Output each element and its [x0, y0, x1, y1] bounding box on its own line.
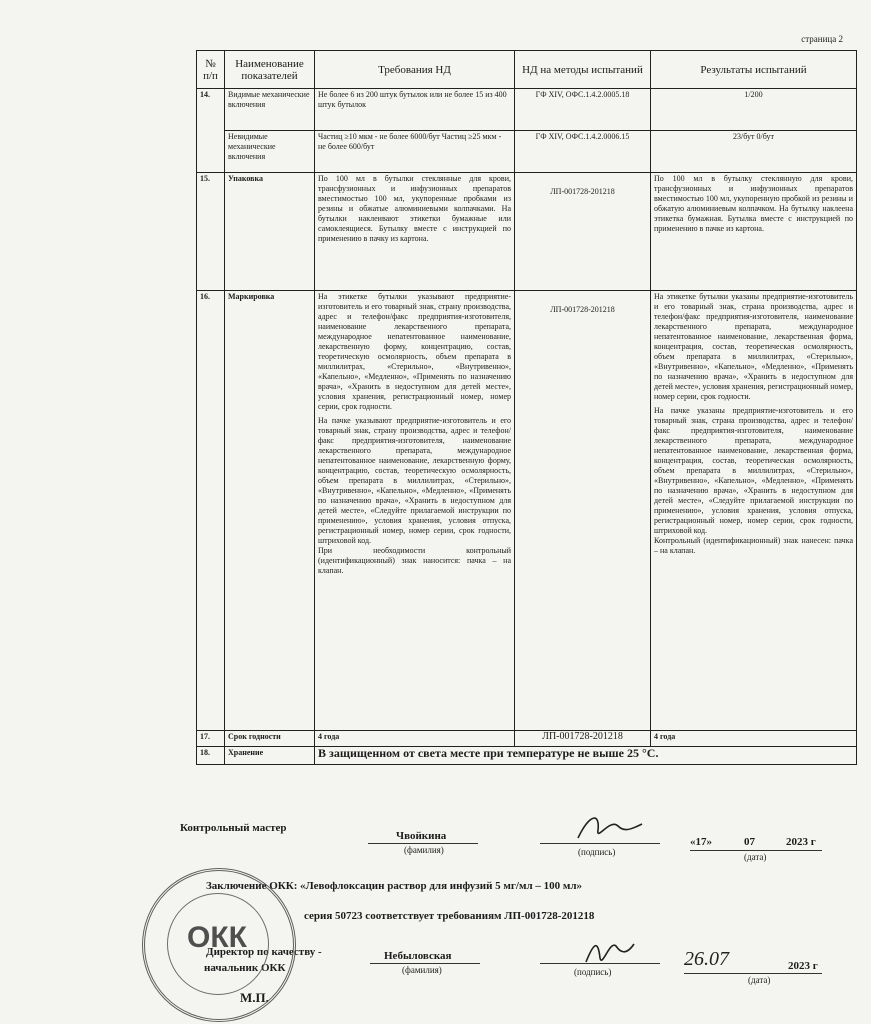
- row-result: 23/бут 0/бут: [651, 131, 857, 173]
- table-row: [197, 131, 857, 173]
- requirement-mark-text: При необходимости контрольный (идентификационный) знак наносится: пачка – на клапан.: [318, 546, 511, 575]
- row-requirement: По 100 мл в бутылки стеклянные для крови, трансфузионных и инфузионных препаратов вместимостью 100 мл, укупоренные пробками из резины и обжатые алюминиевыми колпачками. На бутылки наклеивают этикетки бумажные или самоклеящиеся. Бутылку вместе с инструкцией по применению в пачку из картона.: [315, 173, 515, 291]
- master-surname: Чвойкина: [396, 830, 447, 842]
- row-name: Срок годности: [225, 731, 315, 747]
- okk-stamp: [142, 868, 296, 1022]
- conclusion-label: Заключение ОКК:: [206, 880, 298, 892]
- header-methods: НД на методы испытаний: [515, 51, 651, 89]
- master-date-month: 07: [744, 836, 755, 848]
- row-requirement: 4 года: [315, 731, 515, 747]
- header-name: Наименование показателей: [225, 51, 315, 89]
- row-requirement: Не более 6 из 200 штук бутылок или не более 15 из 400 штук бутылок: [315, 89, 515, 131]
- row-requirement: Частиц ≥10 мкм - не более 6000/бут Частиц ≥25 мкм - не более 600/бут: [315, 131, 515, 173]
- mp-label: М.П.: [240, 990, 269, 1005]
- director-label-2: начальник ОКК: [204, 962, 286, 974]
- master-date-year: 2023 г: [786, 836, 816, 848]
- requirement-label-text: На этикетке бутылки указывают предприятие-изготовитель и его товарный знак, страну производства, адрес и телефон/факс предприятия-изготовителя, наименование лекарственного препарата, международное непатентованное наименование, лекарственную форму, концентрацию, состав, теоретическую осмолярность, объем препарата в миллилитрах, «Стерильно», «Внутривенно», «Капельно», «Медленно», «Применять по назначению врача», «Хранить в недоступном для детей месте», условия хранения, регистрационный номер, номер серии, срок годности.: [318, 292, 511, 411]
- director-date-line: [684, 973, 822, 974]
- row-result: 1/200: [651, 89, 857, 131]
- master-surname-caption: (фамилия): [404, 845, 444, 855]
- row-name: Маркировка: [225, 291, 315, 731]
- table-row: [197, 747, 857, 765]
- stamp-center-text: ОКК: [187, 921, 247, 954]
- master-sign-caption: (подпись): [578, 847, 616, 857]
- row-method: ГФ XIV, ОФС.1.4.2.0005.18: [515, 89, 651, 131]
- director-date-year: 2023 г: [788, 960, 818, 972]
- row-name: Упаковка: [225, 173, 315, 291]
- director-date-handwritten: 26.07: [684, 948, 729, 970]
- conclusion-text: серия 50723 соответствует требованиям ЛП-001728-201218: [304, 910, 595, 922]
- director-label-1: Директор по качеству -: [206, 946, 322, 958]
- table-header-row: [197, 51, 857, 89]
- master-signature: [570, 808, 650, 848]
- header-requirements: Требования НД: [315, 51, 515, 89]
- page-number: страница 2: [801, 34, 843, 44]
- director-sign-line: [540, 963, 660, 964]
- row-method: ЛП-001728-201218: [515, 173, 651, 291]
- result-mark-text: Контрольный (идентификационный) знак нанесен: пачка – на клапан.: [654, 536, 853, 555]
- row-method: ГФ XIV, ОФС.1.4.2.0006.15: [515, 131, 651, 173]
- row-requirement: [315, 291, 515, 731]
- master-surname-line: [368, 843, 478, 844]
- table-row: [197, 291, 857, 731]
- director-surname: Небыловская: [384, 950, 452, 962]
- row-num: 18.: [197, 747, 225, 765]
- table-row: [197, 89, 857, 131]
- director-surname-caption: (фамилия): [402, 965, 442, 975]
- header-results: Результаты испытаний: [651, 51, 857, 89]
- result-label-text: На этикетке бутылки указаны предприятие-изготовитель и его товарный знак, страна производства, адрес и телефон/факс предприятия-изготовителя, наименование лекарственного препарата, международное непатентованное наименование, лекарственная форма, концентрация, состав, теоретическая осмолярность, объем препарата в миллилитрах, «Стерильно», «Внутривенно», «Капельно», «Медленно», «Применять по назначению врача», «Хранить в недоступном для детей месте», условия хранения, регистрационный номер, номер серии, срок годности.: [654, 292, 853, 401]
- director-date-caption: (дата): [748, 975, 771, 985]
- row-method: ЛП-001728-201218: [515, 731, 651, 747]
- row-num: 15.: [197, 173, 225, 291]
- director-sign-caption: (подпись): [574, 967, 612, 977]
- row-requirement: В защищенном от света месте при температуре не выше 25 °С.: [315, 747, 857, 765]
- master-date-day: «17»: [690, 836, 712, 848]
- table-row: [197, 731, 857, 747]
- master-label: Контрольный мастер: [180, 822, 287, 834]
- conclusion-product: «Левофлоксацин раствор для инфузий 5 мг/мл – 100 мл»: [300, 880, 583, 892]
- header-num: № п/п: [197, 51, 225, 89]
- requirement-box-text: На пачке указывают предприятие-изготовитель и его товарный знак, страну производства, адрес и телефон/факс предприятия-изготовителя, наименование лекарственного препарата, международное непатентованное наименование, лекарственную форму, концентрацию, состав, теоретическую осмолярность, объем препарата в миллилитрах, «Стерильно», «Внутривенно», «Капельно», «Медленно», «Применять по назначению врача», «Хранить в недоступном для детей месте», «Следуйте прилагаемой инструкции по применению», условия хранения, условия отпуска, регистрационный номер, номер серии, срок годности, штриховой код.: [318, 416, 511, 545]
- results-table: [196, 50, 857, 765]
- row-name: Хранение: [225, 747, 315, 765]
- row-result: [651, 291, 857, 731]
- row-num: 14.: [197, 89, 225, 173]
- director-surname-line: [370, 963, 480, 964]
- row-result: По 100 мл в бутылку стеклянную для крови, трансфузионных и инфузионных препаратов вместимостью 100 мл, укупоренную пробкой из резины и обжатую алюминиевым колпачком. На бутылку наклеена этикетка бумажная. Бутылка вместе с инструкцией по применению в пачке из картона.: [651, 173, 857, 291]
- director-signature: [580, 932, 640, 972]
- row-method: ЛП-001728-201218: [515, 291, 651, 731]
- result-box-text: На пачке указаны предприятие-изготовитель и его товарный знак, страна производства, адрес и телефон/факс предприятия-изготовителя, наименование лекарственного препарата, международное непатентованное наименование, лекарственная форма, концентрация, состав, теоретическая осмолярность, объем препарата в миллилитрах, «Стерильно», «Внутривенно», «Капельно», «Медленно», «Применять по назначению врача», «Хранить в недоступном для детей месте», «Следуйте прилагаемой инструкции по применению», условия хранения, условия отпуска, регистрационный номер, номер серии, срок годности, штриховой код.: [654, 406, 853, 535]
- row-name: Видимые механические включения: [225, 89, 315, 131]
- row-name: Невидимые механические включения: [225, 131, 315, 173]
- row-num: 16.: [197, 291, 225, 731]
- master-date-line: [690, 850, 822, 851]
- master-sign-line: [540, 843, 660, 844]
- table-row: [197, 173, 857, 291]
- row-num: 17.: [197, 731, 225, 747]
- master-date-caption: (дата): [744, 852, 767, 862]
- row-result: 4 года: [651, 731, 857, 747]
